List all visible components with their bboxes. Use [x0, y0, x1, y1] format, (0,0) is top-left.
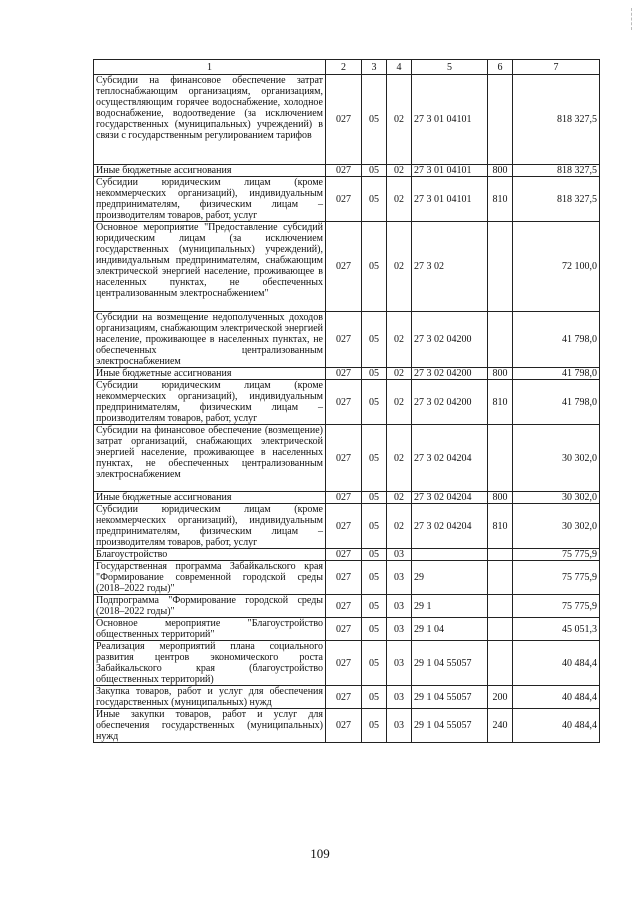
- cell-name: Реализация мероприятий плана социального развития центров экономического роста Забайкальского края (благоустройство общественных территорий): [94, 641, 326, 686]
- table-row: [94, 368, 600, 380]
- cell-vr: [488, 75, 513, 165]
- header-col-7: 7: [513, 60, 600, 75]
- table-row: [94, 165, 600, 177]
- cell-csr: 27 3 02 04200: [412, 312, 488, 368]
- cell-vr: [488, 641, 513, 686]
- cell-rz: 05: [362, 492, 387, 504]
- cell-pr: 02: [387, 504, 412, 549]
- cell-grbs: 027: [326, 549, 362, 561]
- cell-sum: 72 100,0: [513, 222, 600, 312]
- cell-grbs: 027: [326, 686, 362, 709]
- cell-name: Субсидии юридическим лицам (кроме некоммерческих организаций), индивидуальным предпринимателям, физическим лицам – производителям товаров, работ, услуг: [94, 504, 326, 549]
- table-row: [94, 492, 600, 504]
- table-header: [94, 60, 600, 75]
- cell-csr: 29 1: [412, 595, 488, 618]
- cell-sum: 40 484,4: [513, 641, 600, 686]
- cell-rz: 05: [362, 380, 387, 425]
- cell-name: Иные закупки товаров, работ и услуг для обеспечения государственных (муниципальных) нужд: [94, 709, 326, 743]
- cell-pr: 02: [387, 380, 412, 425]
- table-row: [94, 709, 600, 743]
- table-row: [94, 222, 600, 312]
- cell-grbs: 027: [326, 165, 362, 177]
- cell-rz: 05: [362, 549, 387, 561]
- cell-grbs: 027: [326, 380, 362, 425]
- cell-csr: 29 1 04: [412, 618, 488, 641]
- cell-sum: 45 051,3: [513, 618, 600, 641]
- cell-vr: 800: [488, 492, 513, 504]
- cell-csr: 27 3 01 04101: [412, 165, 488, 177]
- cell-grbs: 027: [326, 618, 362, 641]
- scan-edge-mark: [631, 8, 638, 30]
- cell-vr: 810: [488, 504, 513, 549]
- cell-pr: 03: [387, 709, 412, 743]
- table-body: [94, 75, 600, 743]
- cell-rz: 05: [362, 686, 387, 709]
- table-row: [94, 504, 600, 549]
- budget-table: [93, 59, 600, 743]
- cell-csr: 27 3 02 04200: [412, 368, 488, 380]
- cell-sum: 818 327,5: [513, 75, 600, 165]
- cell-name: Основное мероприятие "Благоустройство общественных территорий": [94, 618, 326, 641]
- cell-csr: 27 3 01 04101: [412, 75, 488, 165]
- cell-name: Иные бюджетные ассигнования: [94, 492, 326, 504]
- cell-vr: [488, 549, 513, 561]
- cell-pr: 02: [387, 75, 412, 165]
- cell-rz: 05: [362, 425, 387, 492]
- header-col-1: 1: [94, 60, 326, 75]
- cell-rz: 05: [362, 368, 387, 380]
- cell-name: Иные бюджетные ассигнования: [94, 165, 326, 177]
- cell-grbs: 027: [326, 222, 362, 312]
- cell-vr: [488, 312, 513, 368]
- cell-pr: 02: [387, 368, 412, 380]
- cell-name: Государственная программа Забайкальского края "Формирование современной городской среды (2018–2022 годы)": [94, 561, 326, 595]
- cell-rz: 05: [362, 561, 387, 595]
- cell-sum: 41 798,0: [513, 368, 600, 380]
- table-row: [94, 686, 600, 709]
- cell-name: Закупка товаров, работ и услуг для обеспечения государственных (муниципальных) нужд: [94, 686, 326, 709]
- table-row: [94, 425, 600, 492]
- cell-vr: 240: [488, 709, 513, 743]
- cell-pr: 03: [387, 641, 412, 686]
- cell-csr: 29 1 04 55057: [412, 686, 488, 709]
- cell-rz: 05: [362, 312, 387, 368]
- cell-name: Субсидии на финансовое обеспечение затрат теплоснабжающим организациям, организациям, осуществляющим горячее водоснабжение, холодное водоснабжение, водоотведение (за исключением государственных (муниципальных) учреждений) в связи с государственным регулированием тарифов: [94, 75, 326, 165]
- cell-grbs: 027: [326, 75, 362, 165]
- cell-grbs: 027: [326, 425, 362, 492]
- cell-pr: 02: [387, 312, 412, 368]
- cell-vr: [488, 618, 513, 641]
- cell-sum: 30 302,0: [513, 425, 600, 492]
- page-number: 109: [310, 846, 330, 861]
- table-row: [94, 312, 600, 368]
- cell-rz: 05: [362, 595, 387, 618]
- cell-csr: 27 3 02 04200: [412, 380, 488, 425]
- table-row: [94, 561, 600, 595]
- cell-csr: 29 1 04 55057: [412, 709, 488, 743]
- cell-csr: 27 3 01 04101: [412, 177, 488, 222]
- table-row: [94, 549, 600, 561]
- cell-grbs: 027: [326, 595, 362, 618]
- cell-name: Субсидии на финансовое обеспечение (возмещение) затрат организаций, снабжающих электрической энергией население, проживающее в населенных пунктах, не обеспеченных централизованным электроснабжением: [94, 425, 326, 492]
- cell-pr: 03: [387, 618, 412, 641]
- table-row: [94, 75, 600, 165]
- table-row: [94, 177, 600, 222]
- cell-rz: 05: [362, 177, 387, 222]
- cell-pr: 02: [387, 177, 412, 222]
- cell-vr: [488, 222, 513, 312]
- cell-grbs: 027: [326, 177, 362, 222]
- cell-pr: 03: [387, 561, 412, 595]
- cell-vr: [488, 595, 513, 618]
- cell-pr: 03: [387, 595, 412, 618]
- cell-pr: 03: [387, 686, 412, 709]
- cell-pr: 02: [387, 492, 412, 504]
- cell-sum: 40 484,4: [513, 709, 600, 743]
- cell-grbs: 027: [326, 709, 362, 743]
- table-row: [94, 641, 600, 686]
- cell-sum: 40 484,4: [513, 686, 600, 709]
- cell-grbs: 027: [326, 368, 362, 380]
- cell-name: Субсидии на возмещение недополученных доходов организациям, снабжающим электрической энергией население, проживающее в населенных пунктах, не обеспеченных централизованным электроснабжением: [94, 312, 326, 368]
- header-col-3: 3: [362, 60, 387, 75]
- cell-vr: 800: [488, 165, 513, 177]
- cell-pr: 02: [387, 425, 412, 492]
- cell-sum: 75 775,9: [513, 549, 600, 561]
- cell-name: Подпрограмма "Формирование городской среды (2018–2022 годы)": [94, 595, 326, 618]
- cell-rz: 05: [362, 504, 387, 549]
- cell-grbs: 027: [326, 504, 362, 549]
- cell-sum: 41 798,0: [513, 380, 600, 425]
- cell-rz: 05: [362, 709, 387, 743]
- cell-vr: 810: [488, 380, 513, 425]
- cell-csr: [412, 549, 488, 561]
- cell-pr: 02: [387, 165, 412, 177]
- cell-csr: 27 3 02 04204: [412, 492, 488, 504]
- cell-pr: 02: [387, 222, 412, 312]
- cell-pr: 03: [387, 549, 412, 561]
- cell-rz: 05: [362, 165, 387, 177]
- table-row: [94, 380, 600, 425]
- cell-sum: 41 798,0: [513, 312, 600, 368]
- table-row: [94, 618, 600, 641]
- cell-grbs: 027: [326, 312, 362, 368]
- cell-csr: 27 3 02 04204: [412, 504, 488, 549]
- cell-sum: 818 327,5: [513, 165, 600, 177]
- cell-rz: 05: [362, 641, 387, 686]
- cell-name: Иные бюджетные ассигнования: [94, 368, 326, 380]
- cell-name: Благоустройство: [94, 549, 326, 561]
- cell-vr: [488, 425, 513, 492]
- cell-vr: 800: [488, 368, 513, 380]
- cell-csr: 29: [412, 561, 488, 595]
- cell-csr: 27 3 02 04204: [412, 425, 488, 492]
- cell-rz: 05: [362, 618, 387, 641]
- cell-name: Субсидии юридическим лицам (кроме некоммерческих организаций), индивидуальным предпринимателям, физическим лицам – производителям товаров, работ, услуг: [94, 380, 326, 425]
- header-col-4: 4: [387, 60, 412, 75]
- cell-vr: 200: [488, 686, 513, 709]
- cell-rz: 05: [362, 75, 387, 165]
- cell-vr: 810: [488, 177, 513, 222]
- cell-csr: 29 1 04 55057: [412, 641, 488, 686]
- cell-sum: 75 775,9: [513, 595, 600, 618]
- header-col-2: 2: [326, 60, 362, 75]
- cell-sum: 818 327,5: [513, 177, 600, 222]
- cell-csr: 27 3 02: [412, 222, 488, 312]
- cell-sum: 30 302,0: [513, 492, 600, 504]
- cell-sum: 75 775,9: [513, 561, 600, 595]
- header-col-5: 5: [412, 60, 488, 75]
- cell-grbs: 027: [326, 492, 362, 504]
- cell-name: Субсидии юридическим лицам (кроме некоммерческих организаций), индивидуальным предпринимателям, физическим лицам – производителям товаров, работ, услуг: [94, 177, 326, 222]
- header-row: [94, 60, 600, 75]
- cell-sum: 30 302,0: [513, 504, 600, 549]
- cell-vr: [488, 561, 513, 595]
- cell-grbs: 027: [326, 641, 362, 686]
- cell-rz: 05: [362, 222, 387, 312]
- cell-grbs: 027: [326, 561, 362, 595]
- cell-name: Основное мероприятие "Предоставление субсидий юридическим лицам (за исключением государственных (муниципальных) учреждений), индивидуальным предпринимателям, снабжающим электрической энергией население, проживающее в населенных пунктах, не обеспеченных централизованным электроснабжением": [94, 222, 326, 312]
- table-row: [94, 595, 600, 618]
- header-col-6: 6: [488, 60, 513, 75]
